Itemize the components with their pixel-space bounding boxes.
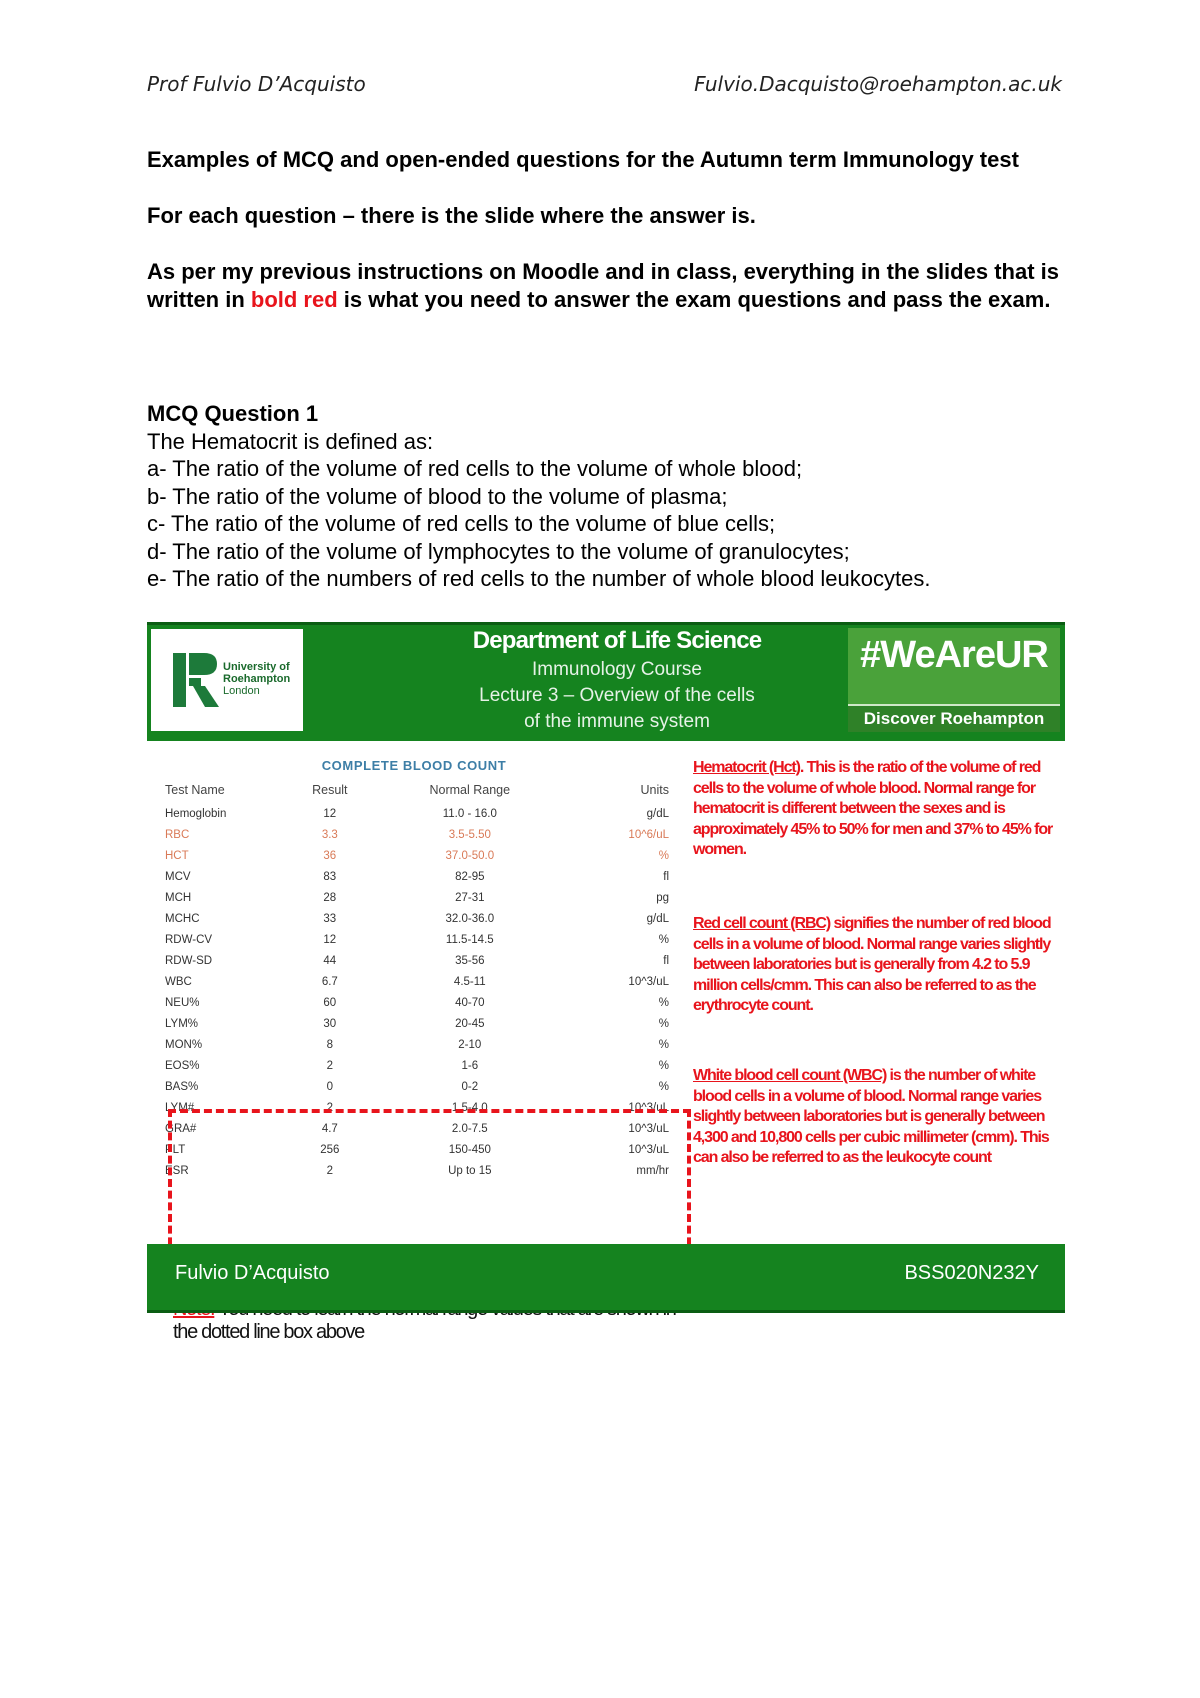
range-cell: 20-45 — [455, 1017, 485, 1030]
units-cell: 10^3/uL — [628, 1122, 669, 1135]
instructions-bold-red: bold red — [250, 287, 338, 312]
logo-text — [223, 661, 290, 697]
range-cell: 3.5-5.50 — [448, 828, 491, 841]
hct-term: Hematocrit (Hct) — [693, 759, 800, 776]
units-cell: g/dL — [646, 807, 669, 820]
range-cell: 35-56 — [455, 954, 485, 967]
slide-footer — [147, 1244, 1065, 1313]
result-cell: 256 — [320, 1143, 340, 1156]
result-cell: 2 — [326, 1101, 334, 1114]
result-cell: 60 — [323, 996, 337, 1009]
test-name-cell: RBC — [165, 828, 190, 841]
result-cell: 28 — [323, 891, 337, 904]
email-header: Fulvio.Dacquisto@roehampton.ac.uk — [694, 72, 1062, 96]
mcq-option-a: a- The ratio of the volume of red cells to the volume of whole blood; — [147, 456, 803, 481]
intro-block — [147, 146, 1067, 342]
note-text: the dotted line box above — [173, 1321, 365, 1343]
units-cell: % — [658, 849, 669, 862]
intro-title: Examples of MCQ and open-ended questions for the Autumn term Immunology test — [147, 147, 1019, 172]
range-cell: 0-2 — [461, 1080, 479, 1093]
lecture-title-line-1: Lecture 3 – Overview of the cells — [479, 685, 755, 706]
result-cell: 12 — [323, 807, 337, 820]
test-name-cell: RDW-SD — [165, 954, 213, 967]
cbc-header-row — [159, 777, 673, 803]
range-cell: 82-95 — [455, 870, 485, 883]
test-name-cell: Hemoglobin — [165, 807, 227, 820]
units-cell: fl — [663, 954, 669, 967]
units-cell: 10^3/uL — [628, 975, 669, 988]
units-cell: 10^3/uL — [628, 1143, 669, 1156]
result-cell: 36 — [323, 849, 337, 862]
result-cell: 83 — [323, 870, 337, 883]
range-cell: 4.5-11 — [453, 975, 486, 988]
slide-banner — [147, 622, 1065, 741]
units-cell: % — [658, 1080, 669, 1093]
col-normal-range: Normal Range — [429, 783, 511, 797]
mcq-option-e: e- The ratio of the numbers of red cells to the number of whole blood leukocytes. — [147, 566, 931, 591]
result-cell: 12 — [323, 933, 337, 946]
table-row — [159, 929, 673, 950]
intro-instructions — [147, 258, 1067, 314]
table-row — [159, 992, 673, 1013]
table-row — [159, 803, 673, 824]
author-header: Prof Fulvio D’Acquisto — [147, 72, 366, 96]
units-cell: % — [658, 1038, 669, 1051]
logo-line-3: London — [223, 685, 260, 697]
footer-code: BSS020N232Y — [904, 1262, 1039, 1284]
units-cell: % — [658, 933, 669, 946]
department-title: Department of Life Science — [472, 627, 762, 654]
range-cell: 32.0-36.0 — [445, 912, 495, 925]
table-row — [159, 1076, 673, 1097]
result-cell: 44 — [323, 954, 337, 967]
instructions-text-end: is what you need to answer the exam questions and pass the exam. — [337, 287, 1051, 312]
result-cell: 6.7 — [321, 975, 338, 988]
course-name: Immunology Course — [531, 659, 703, 680]
result-cell: 30 — [323, 1017, 337, 1030]
mcq-question-1 — [147, 400, 1087, 593]
range-cell: Up to 15 — [448, 1164, 492, 1177]
mcq-question-text: The Hematocrit is defined as: — [147, 428, 434, 454]
range-cell: 150-450 — [448, 1143, 491, 1156]
units-cell: 10^3/uL — [628, 1101, 669, 1114]
units-cell: g/dL — [646, 912, 669, 925]
mcq-option-b: b- The ratio of the volume of blood to the volume of plasma; — [147, 483, 728, 509]
table-row — [159, 1013, 673, 1034]
test-name-cell: LYM# — [165, 1101, 195, 1114]
test-name-cell: EOS% — [165, 1059, 200, 1072]
table-row — [159, 1034, 673, 1055]
range-cell: 37.0-50.0 — [445, 849, 495, 862]
mcq-title: MCQ Question 1 — [147, 401, 319, 426]
cbc-title: COMPLETE BLOOD COUNT — [321, 758, 507, 773]
test-name-cell: WBC — [165, 975, 192, 988]
university-logo — [151, 629, 303, 731]
hct-text: . This is the ratio of the volume of red cells to the volume of whole blood. Normal range for hematocrit is different between the sexes and is approximately 45% to 50% for men and 37% to 45% for women. — [693, 759, 1053, 858]
weareur-badge — [848, 628, 1060, 732]
result-cell: 8 — [326, 1038, 334, 1051]
wbc-term: White blood cell count (WBC) — [693, 1067, 887, 1084]
mcq-option-d: d- The ratio of the volume of lymphocytes to the volume of granulocytes; — [147, 538, 850, 564]
col-units: Units — [640, 783, 669, 797]
table-row — [159, 908, 673, 929]
lecture-slide — [147, 622, 1065, 1343]
test-name-cell: PLT — [165, 1143, 186, 1156]
range-cell: 2.0-7.5 — [451, 1122, 488, 1135]
range-cell: 27-31 — [455, 891, 485, 904]
test-name-cell: HCT — [165, 849, 189, 862]
logo-line-1: University of — [223, 661, 290, 673]
mcq-option-c: c- The ratio of the volume of red cells to the volume of blue cells; — [147, 511, 776, 536]
lecture-title-line-2: of the immune system — [524, 711, 710, 732]
test-name-cell: RDW-CV — [165, 933, 213, 946]
units-cell: % — [658, 1059, 669, 1072]
table-row — [159, 845, 673, 866]
col-test-name: Test Name — [165, 783, 225, 797]
discover-roehampton: Discover Roehampton — [848, 704, 1060, 732]
test-name-cell: MON% — [165, 1038, 203, 1051]
test-name-cell: BAS% — [165, 1080, 199, 1093]
range-cell: 2-10 — [458, 1038, 482, 1051]
wbc-definition — [693, 1066, 1061, 1169]
table-row — [159, 950, 673, 971]
instructions-text-start: As per my previous instructions on Moodle and in class, everything in the slides that is written in — [147, 259, 1059, 312]
table-row — [159, 824, 673, 845]
rbc-term: Red cell count (RBC) — [693, 915, 831, 932]
result-cell: 3.3 — [321, 828, 338, 841]
result-cell: 2 — [326, 1059, 334, 1072]
range-cell: 1-6 — [461, 1059, 479, 1072]
test-name-cell: LYM% — [165, 1017, 199, 1030]
units-cell: fl — [663, 870, 669, 883]
table-row — [159, 866, 673, 887]
range-cell: 40-70 — [455, 996, 485, 1009]
units-cell: pg — [656, 891, 669, 904]
wbc-text: is the number of white blood cells in a volume of blood. Normal range varies slightly between laboratories but is generally between 4,300 and 10,800 cells per cubic millimeter (cmm). This can also be referred to as the leukocyte count — [693, 1067, 1049, 1166]
hematocrit-definition — [693, 758, 1061, 861]
units-cell: % — [658, 996, 669, 1009]
table-row — [159, 1055, 673, 1076]
test-name-cell: GRA# — [165, 1122, 197, 1135]
result-cell: 4.7 — [321, 1122, 338, 1135]
test-name-cell: MCV — [165, 870, 191, 883]
result-cell: 2 — [326, 1164, 334, 1177]
test-name-cell: MCHC — [165, 912, 200, 925]
range-cell: 11.5-14.5 — [445, 933, 494, 946]
result-cell: 33 — [323, 912, 337, 925]
test-name-cell: MCH — [165, 891, 192, 904]
result-cell: 0 — [326, 1080, 334, 1093]
units-cell: 10^6/uL — [628, 828, 669, 841]
logo-line-2: Roehampton — [223, 673, 291, 685]
range-cell: 11.0 - 16.0 — [442, 807, 497, 820]
hashtag: #WeAreUR — [860, 634, 1048, 676]
roehampton-r-icon — [173, 653, 219, 707]
rbc-definition — [693, 914, 1061, 1017]
col-result: Result — [312, 783, 348, 797]
table-row — [159, 971, 673, 992]
rbc-text: signifies the number of red blood cells in a volume of blood. Normal range varies slightly between laboratories but is generally from 4.2 to 5.9 million cells/cmm. This can also be referred to as the erythrocyte count. — [693, 915, 1051, 1014]
units-cell: % — [658, 1017, 669, 1030]
units-cell: mm/hr — [636, 1164, 669, 1177]
intro-note: For each question – there is the slide where the answer is. — [147, 203, 756, 228]
test-name-cell: NEU% — [165, 996, 200, 1009]
table-row — [159, 887, 673, 908]
test-name-cell: ESR — [165, 1164, 189, 1177]
footer-name: Fulvio D’Acquisto — [175, 1262, 330, 1284]
range-cell: 1.5-4.0 — [451, 1101, 488, 1114]
